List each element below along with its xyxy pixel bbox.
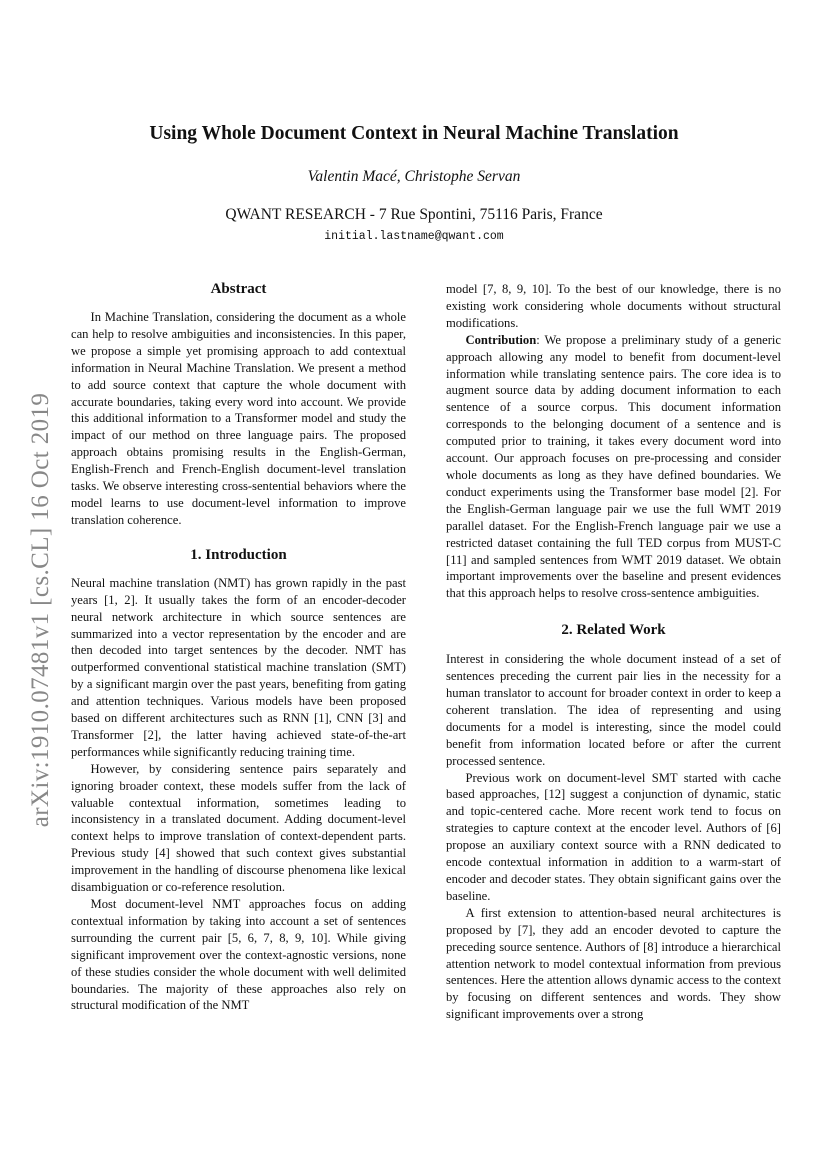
abstract-heading: Abstract (210, 281, 267, 297)
left-column (71, 280, 406, 1014)
arxiv-identifier: arXiv:1910.07481v1 [cs.CL] 16 Oct 2019 (27, 392, 54, 828)
abstract-text: In Machine Translation, considering the document as a whole can help to resolve ambiguities and inconsistencies. In this paper, we propose a simple yet promising approach to add contextual information in Neural Machine Translation. We present a method to add source context that capture the whole document with accurate boundaries, taking every word into account. We provide this additional information to a Transformer model and study the impact of our method on three language pairs. The proposed approach obtains promising results in the English-German, English-French and French-English document-level translation tasks. We observe interesting cross-sentential behaviors where the model learns to use document-level information to improve translation coherence. (71, 310, 406, 527)
intro-paragraph-3: Most document-level NMT approaches focus on adding contextual information by taking into account a set of sentences surrounding the current pair [5, 6, 7, 8, 9, 10]. While giving significant improvement over the context-agnostic versions, none of these studies consider the whole document with well delimited boundaries. The majority of these approaches also rely on structural modification of the NMT (71, 897, 406, 1013)
paper-email: initial.lastname@qwant.com (324, 230, 504, 243)
related-work-heading: 2. Related Work (561, 622, 666, 639)
related-paragraph-3: A first extension to attention-based neural architectures is proposed by [7], they add an encoder devoted to capture the preceding source sentence. Authors of [8] introduce a hierarchical attention network to model contextual information from previous sentences. Here the attention allows dynamic access to the context by focusing on different sentences and words. They show significant improvements over a strong (446, 905, 781, 1022)
paper-authors: Valentin Macé, Christophe Servan (307, 168, 521, 185)
paper-title: Using Whole Document Context in Neural Machine Translation (149, 123, 679, 144)
contribution-label: Contribution (465, 332, 537, 347)
related-paragraph-1: Interest in considering the whole document instead of a set of sentences preceding the current pair lies in the necessity for a human translator to account for broader context in order to keep a coherent translation. The idea of representing and using documents for a model is interesting, since the model could benefit from information located before or after the current processed sentence. (446, 652, 781, 768)
arxiv-sidebar (24, 340, 58, 880)
introduction-heading: 1. Introduction (190, 546, 287, 563)
right-column (446, 281, 781, 1023)
contribution-paragraph (446, 332, 781, 603)
intro-paragraph-2: However, by considering sentence pairs separately and ignoring broader context, these models suffer from the lack of valuable contextual information, sometimes leading to inconsistency in a translated document. Adding document-level context helps to improve translation of context-dependent parts. Previous study [4] showed that such context gives substantial improvement in the handling of discourse phenomena like lexical disambiguation or co-reference resolution. (71, 761, 406, 895)
intro-paragraph-1: Neural machine translation (NMT) has grown rapidly in the past years [1, 2]. It usually takes the form of an encoder-decoder neural network architecture in which source sentences are summarized into a vector representation by the encoder and are then decoded into target sentences by the decoder. NMT has outperformed conventional statistical machine translation (SMT) by a significant margin over the past years, benefiting from gating and attention techniques. Various models have been proposed based on different architectures such as RNN [1], CNN [3] and Transformer [2], the latter having achieved state-of-the-art performances while significantly reducing training time. (71, 575, 406, 759)
abstract-body (71, 309, 406, 529)
contribution-text: : We propose a preliminary study of a generic approach allowing any model to benefit from document-level information while translating sentence pairs. The core idea is to augment source data by adding document information to each sentence of a source corpus. This document information corresponds to the belonging document of a sentence and is computed prior to training, it takes every document word into account. Our approach focuses on pre-processing and consider whole documents as long as they have defined boundaries. We conduct experiments using the Transformer base model [2]. For the English-German language pair we use the full WMT 2019 parallel dataset. For the English-French language pair we use a restricted dataset containing the full TED corpus from MUST-C [11] and sampled sentences from WMT 2019 dataset. We obtain important improvements over the baseline and present evidences that this approach helps to resolve cross-sentence ambiguities. (446, 332, 781, 601)
intro-paragraph-3-continued: model [7, 8, 9, 10]. To the best of our knowledge, there is no existing work considering whole documents without structural modifications. (446, 282, 781, 330)
paper-affiliation: QWANT RESEARCH - 7 Rue Spontini, 75116 Paris, France (225, 206, 603, 223)
related-paragraph-2: Previous work on document-level SMT started with cache based approaches, [12] suggest a conjunction of dynamic, static and topic-centered cache. More recent work tend to focus on strategies to capture context at the encoder level. Authors of [6] propose an auxiliary context source with a RNN dedicated to encode contextual information in addition to a warm-start of encoder and decoder states. They obtain significant gains over the baseline. (446, 770, 781, 903)
